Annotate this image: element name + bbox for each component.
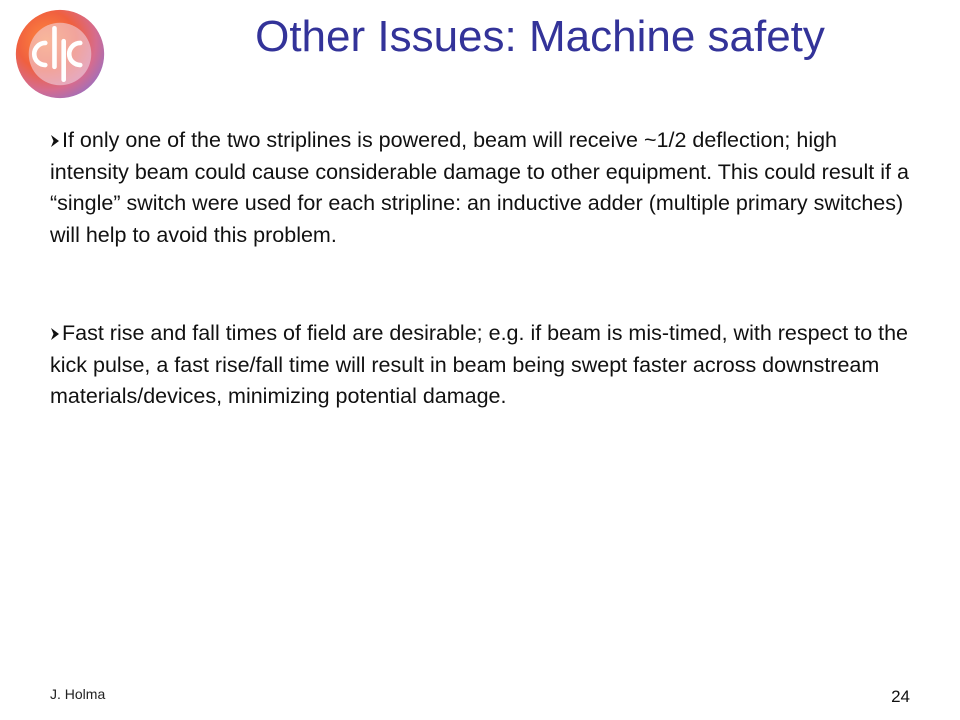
footer-author: J. Holma [50, 686, 106, 702]
arrow-bullet-icon [50, 126, 60, 140]
bullet-item [50, 318, 910, 413]
bullet-text: Fast rise and fall times of field are desirable; e.g. if beam is mis-timed, with respect to the kick pulse, a fast rise/fall time will result in beam being swept faster across downstream materials/devices, minimizing potential damage. [50, 321, 909, 408]
arrow-bullet-icon [50, 319, 60, 333]
page-number: 24 [891, 687, 910, 706]
slide-title: Other Issues: Machine safety [255, 12, 825, 61]
slide-body [50, 125, 910, 413]
clic-logo-icon [14, 8, 106, 100]
bullet-item [50, 125, 910, 251]
bullet-text: If only one of the two striplines is powered, beam will receive ~1/2 deflection; high intensity beam could cause considerable damage to other equipment. This could result if a “single” switch were used for each stripline: an inductive adder (multiple primary switches) will help to avoid this problem. [50, 128, 909, 247]
